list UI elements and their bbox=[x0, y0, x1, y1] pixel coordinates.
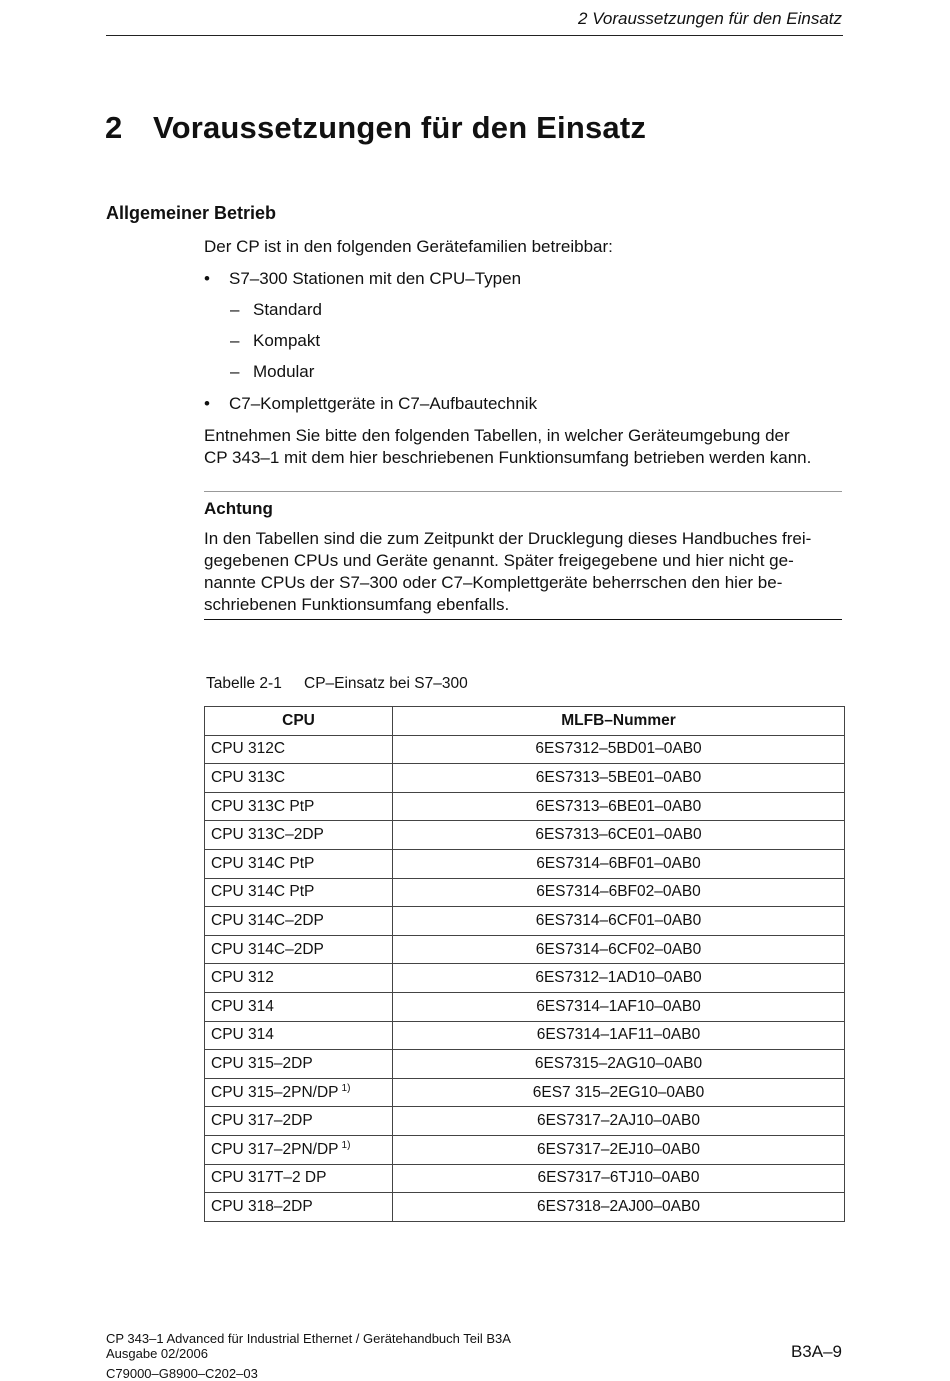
note-text bbox=[204, 528, 844, 616]
table-row bbox=[205, 1050, 845, 1079]
table-row bbox=[205, 1021, 845, 1050]
cpu-cell bbox=[205, 1050, 393, 1079]
chapter-number: 2 bbox=[105, 110, 123, 145]
paragraph bbox=[204, 425, 811, 469]
table-header-row bbox=[205, 707, 845, 736]
bullet-text: C7–Komplettgeräte in C7–Aufbautechnik bbox=[229, 394, 538, 413]
column-header-mlfb: MLFB–Nummer bbox=[393, 707, 845, 736]
paragraph-line: Entnehmen Sie bitte den folgenden Tabellen, in welcher Geräteumgebung der bbox=[204, 426, 790, 445]
header-rule bbox=[106, 35, 843, 36]
mlfb-cell: 6ES7317–2AJ10–0AB0 bbox=[393, 1107, 845, 1136]
mlfb-cell: 6ES7312–1AD10–0AB0 bbox=[393, 964, 845, 993]
cpu-name: CPU 318–2DP bbox=[211, 1197, 313, 1215]
cpu-name: CPU 315–2DP bbox=[211, 1054, 313, 1072]
cpu-name: CPU 317–2PN/DP bbox=[211, 1141, 339, 1159]
table-row bbox=[205, 1135, 845, 1164]
cpu-cell bbox=[205, 792, 393, 821]
chapter-title bbox=[105, 110, 646, 146]
mlfb-cell: 6ES7314–6BF01–0AB0 bbox=[393, 849, 845, 878]
mlfb-cell: 6ES7317–6TJ10–0AB0 bbox=[393, 1164, 845, 1193]
note-line: gegebenen CPUs und Geräte genannt. Später freigegebene und hier nicht ge- bbox=[204, 551, 794, 570]
cpu-name: CPU 313C PtP bbox=[211, 797, 315, 815]
cpu-cell bbox=[205, 907, 393, 936]
cpu-name: CPU 314C PtP bbox=[211, 883, 315, 901]
cpu-name: CPU 314C PtP bbox=[211, 854, 315, 872]
table-caption-text: CP–Einsatz bei S7–300 bbox=[304, 675, 468, 692]
footer-line: CP 343–1 Advanced für Industrial Ethernet / Gerätehandbuch Teil B3A bbox=[106, 1331, 511, 1346]
sub-item-text: Kompakt bbox=[253, 331, 321, 350]
mlfb-cell: 6ES7313–5BE01–0AB0 bbox=[393, 764, 845, 793]
paragraph-line: CP 343–1 mit dem hier beschriebenen Funktionsumfang betrieben werden kann. bbox=[204, 448, 812, 467]
cpu-name: CPU 317–2DP bbox=[211, 1112, 313, 1130]
cpu-cell bbox=[205, 878, 393, 907]
table-row bbox=[205, 1078, 845, 1107]
cpu-name: CPU 312C bbox=[211, 740, 286, 758]
cpu-table bbox=[204, 706, 845, 1222]
note-title: Achtung bbox=[204, 499, 273, 518]
cpu-cell bbox=[205, 992, 393, 1021]
footnote-mark: 1) bbox=[341, 1140, 351, 1152]
cpu-cell bbox=[205, 1107, 393, 1136]
cpu-cell bbox=[205, 935, 393, 964]
footer-line: Ausgabe 02/2006 bbox=[106, 1346, 208, 1361]
cpu-cell bbox=[205, 735, 393, 764]
mlfb-cell: 6ES7313–6BE01–0AB0 bbox=[393, 792, 845, 821]
intro-text: Der CP ist in den folgenden Gerätefamilien betreibbar: bbox=[204, 237, 613, 256]
cpu-cell bbox=[205, 1135, 393, 1164]
mlfb-cell: 6ES7315–2AG10–0AB0 bbox=[393, 1050, 845, 1079]
mlfb-cell: 6ES7314–6CF01–0AB0 bbox=[393, 907, 845, 936]
sub-item bbox=[230, 331, 320, 351]
cpu-cell bbox=[205, 849, 393, 878]
cpu-name: CPU 314 bbox=[211, 997, 274, 1015]
table-row bbox=[205, 764, 845, 793]
mlfb-cell: 6ES7314–6BF02–0AB0 bbox=[393, 878, 845, 907]
cpu-cell bbox=[205, 1164, 393, 1193]
page-number: B3A–9 bbox=[790, 1342, 842, 1361]
table-row bbox=[205, 1107, 845, 1136]
cpu-name: CPU 312 bbox=[211, 969, 274, 987]
bullet-mark: • bbox=[204, 394, 210, 413]
table-caption bbox=[206, 675, 468, 693]
cpu-name: CPU 315–2PN/DP bbox=[211, 1084, 339, 1102]
footnote-mark: 1) bbox=[341, 1083, 351, 1095]
table-row bbox=[205, 849, 845, 878]
mlfb-cell: 6ES7314–6CF02–0AB0 bbox=[393, 935, 845, 964]
table-caption-label: Tabelle 2-1 bbox=[206, 675, 282, 692]
bullet-mark: • bbox=[204, 269, 210, 288]
cpu-cell bbox=[205, 1078, 393, 1107]
dash-mark: – bbox=[230, 300, 240, 319]
mlfb-cell: 6ES7318–2AJ00–0AB0 bbox=[393, 1193, 845, 1222]
cpu-cell bbox=[205, 964, 393, 993]
cpu-cell bbox=[205, 1193, 393, 1222]
cpu-name: CPU 313C–2DP bbox=[211, 826, 324, 844]
mlfb-cell: 6ES7312–5BD01–0AB0 bbox=[393, 735, 845, 764]
sub-item-text: Standard bbox=[253, 300, 322, 319]
table-row bbox=[205, 821, 845, 850]
table-row bbox=[205, 792, 845, 821]
table-row bbox=[205, 907, 845, 936]
table-row bbox=[205, 1193, 845, 1222]
note-line: nannte CPUs der S7–300 oder C7–Komplettgeräte beherrschen den hier be- bbox=[204, 573, 783, 592]
sub-item-text: Modular bbox=[253, 362, 315, 381]
table-row bbox=[205, 878, 845, 907]
table-body bbox=[205, 735, 845, 1221]
mlfb-cell: 6ES7314–1AF11–0AB0 bbox=[393, 1021, 845, 1050]
note-line: In den Tabellen sind die zum Zeitpunkt der Drucklegung dieses Handbuches frei- bbox=[204, 529, 812, 548]
bullet-item bbox=[204, 394, 537, 414]
cpu-name: CPU 313C bbox=[211, 768, 286, 786]
cpu-cell bbox=[205, 821, 393, 850]
mlfb-cell: 6ES7 315–2EG10–0AB0 bbox=[393, 1078, 845, 1107]
dash-mark: – bbox=[230, 331, 240, 350]
cpu-cell bbox=[205, 1021, 393, 1050]
cpu-name: CPU 314C–2DP bbox=[211, 940, 324, 958]
section-title: Allgemeiner Betrieb bbox=[106, 203, 277, 223]
mlfb-cell: 6ES7313–6CE01–0AB0 bbox=[393, 821, 845, 850]
note-bottom-rule bbox=[204, 619, 842, 620]
cpu-name: CPU 317T–2 DP bbox=[211, 1169, 327, 1187]
running-header: 2 Voraussetzungen für den Einsatz bbox=[578, 9, 842, 28]
cpu-cell bbox=[205, 764, 393, 793]
sub-item bbox=[230, 300, 322, 320]
bullet-item bbox=[204, 269, 521, 289]
dash-mark: – bbox=[230, 362, 240, 381]
mlfb-cell: 6ES7317–2EJ10–0AB0 bbox=[393, 1135, 845, 1164]
note-line: schriebenen Funktionsumfang ebenfalls. bbox=[204, 595, 510, 614]
bullet-text: S7–300 Stationen mit den CPU–Typen bbox=[229, 269, 522, 288]
cpu-name: CPU 314 bbox=[211, 1026, 274, 1044]
column-header-cpu: CPU bbox=[205, 707, 393, 736]
table-row bbox=[205, 1164, 845, 1193]
chapter-title-text: Voraussetzungen für den Einsatz bbox=[153, 110, 647, 145]
cpu-name: CPU 314C–2DP bbox=[211, 911, 324, 929]
footer-line: C79000–G8900–C202–03 bbox=[106, 1366, 258, 1381]
table-row bbox=[205, 735, 845, 764]
table-row bbox=[205, 964, 845, 993]
table-row bbox=[205, 935, 845, 964]
table-row bbox=[205, 992, 845, 1021]
mlfb-cell: 6ES7314–1AF10–0AB0 bbox=[393, 992, 845, 1021]
note-top-rule bbox=[204, 491, 842, 492]
sub-item bbox=[230, 362, 314, 382]
